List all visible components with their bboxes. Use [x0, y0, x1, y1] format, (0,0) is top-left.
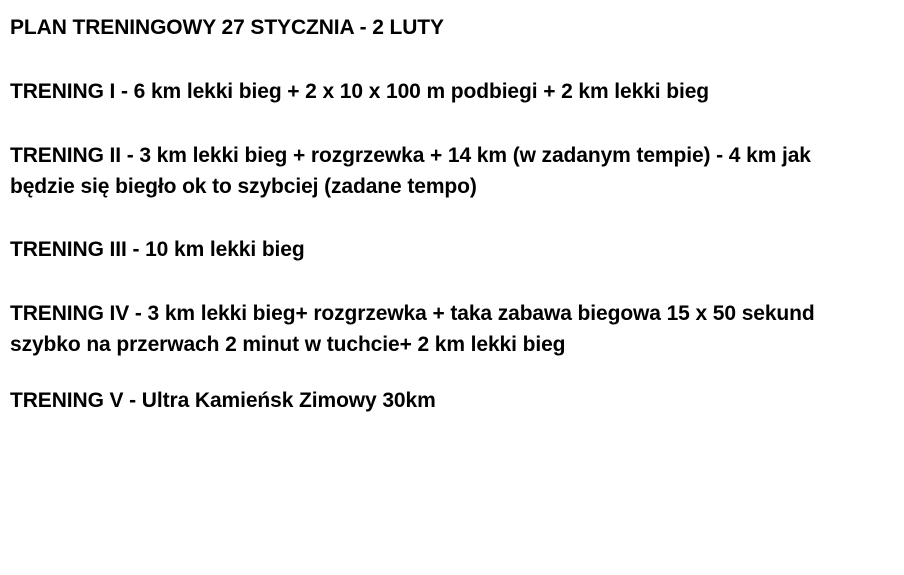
training-4: TRENING IV - 3 km lekki bieg+ rozgrzewka + taka zabawa biegowa 15 x 50 sekund szybko na przerwach 2 minut w tuchcie+ 2 km lekki bieg — [10, 302, 815, 356]
training-1: TRENING I - 6 km lekki bieg + 2 x 10 x 100 m podbiegi + 2 km lekki bieg — [10, 80, 710, 103]
training-3: TRENING III - 10 km lekki bieg — [10, 238, 305, 261]
training-5: TRENING V - Ultra Kamieńsk Zimowy 30km — [10, 389, 436, 412]
document-title: PLAN TRENINGOWY 27 STYCZNIA - 2 LUTY — [10, 16, 444, 39]
training-2: TRENING II - 3 km lekki bieg + rozgrzewka + 14 km (w zadanym tempie) - 4 km jak będzie się biegło ok to szybciej (zadane tempo) — [10, 144, 811, 198]
